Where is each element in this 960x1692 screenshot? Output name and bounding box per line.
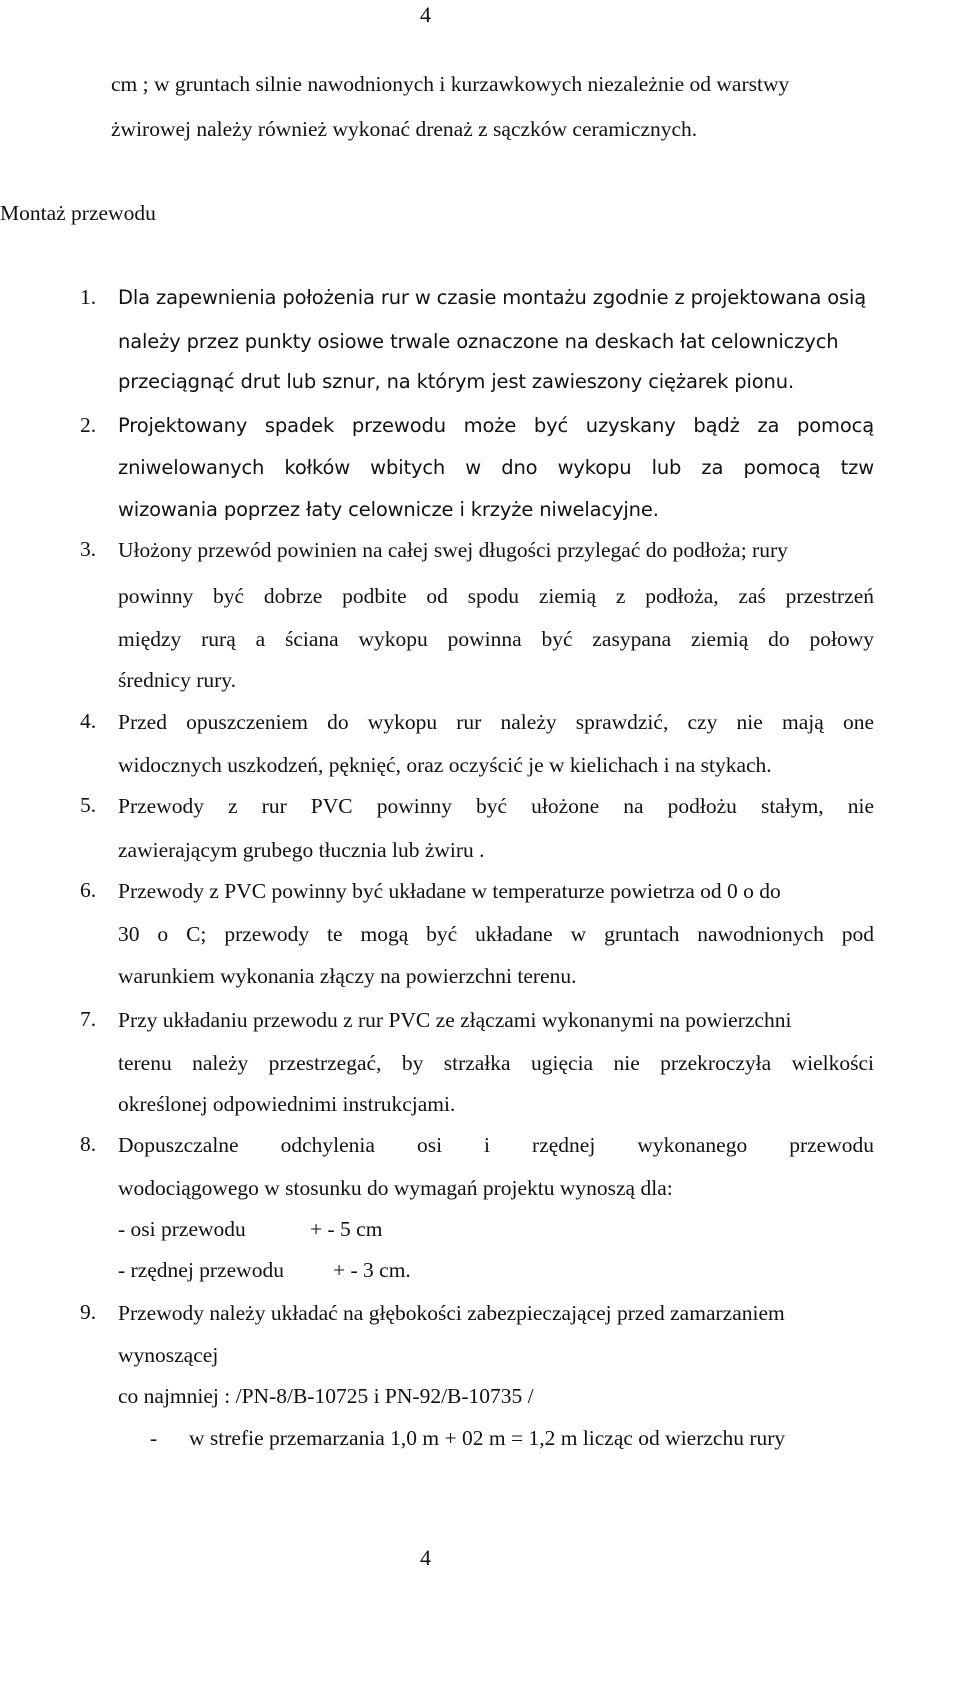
intro-line-1: cm ; w gruntach silnie nawodnionych i kurzawkowych niezależnie od warstwy	[111, 72, 790, 96]
item-6-line-2: 30 o C; przewody te mogą być układane w gruntach nawodnionych pod	[118, 922, 874, 946]
item-1-line-2: należy przez punkty osiowe trwale oznaczone na deskach łat celowniczych	[118, 330, 839, 353]
item-9-zone-text: w strefie przemarzania 1,0 m + 02 m = 1,2 m licząc od wierzchu rury	[189, 1426, 786, 1450]
item-9-line-3: co najmniej : /PN-8/B-10725 i PN-92/B-10735 /	[118, 1384, 534, 1408]
item-2-line-1: Projektowany spadek przewodu może być uzyskany bądż za pomocą	[118, 414, 874, 437]
item-8-line-1: Dopuszczalne odchylenia osi i rzędnej wykonanego przewodu	[118, 1133, 874, 1157]
item-3-line-4: średnicy rury.	[118, 668, 237, 692]
item-7-line-3: określonej odpowiednimi instrukcjami.	[118, 1092, 456, 1116]
intro-line-2: żwirowej należy również wykonać drenaż z sączków ceramicznych.	[111, 117, 698, 141]
item-7-line-2: terenu należy przestrzegać, by strzałka ugięcia nie przekroczyła wielkości	[118, 1051, 874, 1075]
item-5-line-2: zawierającym grubego tłucznia lub żwiru .	[118, 838, 485, 862]
item-9-line-1: Przewody należy układać na głębokości zabezpieczającej przed zamarzaniem	[118, 1301, 785, 1325]
item-3-line-3: między rurą a ściana wykopu powinna być zasypana ziemią do połowy	[118, 627, 874, 651]
tolerance-level-value: + - 3 cm.	[333, 1258, 411, 1282]
item-4-line-2: widocznych uszkodzeń, pęknięć, oraz oczyścić je w kielichach i na stykach.	[118, 753, 772, 777]
item-7-line-1: Przy układaniu przewodu z rur PVC ze złączami wykonanymi na powierzchni	[118, 1008, 792, 1032]
item-9-zone-dash: -	[150, 1426, 158, 1450]
item-8-number: 8.	[80, 1132, 97, 1156]
item-4-number: 4.	[80, 709, 97, 733]
item-1-line-1: Dla zapewnienia położenia rur w czasie montażu zgodnie z projektowana osią	[118, 286, 867, 309]
tolerance-axis-value: + - 5 cm	[310, 1217, 383, 1241]
section-title: Montaż przewodu	[0, 201, 156, 225]
item-5-number: 5.	[80, 793, 97, 817]
page-number-bottom: 4	[420, 1545, 431, 1570]
item-9-number: 9.	[80, 1300, 97, 1324]
item-2-line-3: wizowania poprzez łaty celownicze i krzyże niwelacyjne.	[118, 498, 659, 521]
item-9-line-2: wynoszącej	[118, 1343, 219, 1367]
item-7-number: 7.	[80, 1007, 97, 1031]
tolerance-axis-label: - osi przewodu	[118, 1217, 246, 1241]
item-6-line-1: Przewody z PVC powinny być układane w temperaturze powietrza od 0 o do	[118, 879, 781, 903]
item-3-number: 3.	[80, 537, 97, 561]
item-2-number: 2.	[80, 413, 97, 437]
item-6-line-3: warunkiem wykonania złączy na powierzchni terenu.	[118, 964, 577, 988]
item-2-line-2: zniwelowanych kołków wbitych w dno wykopu lub za pomocą tzw	[118, 456, 874, 479]
tolerance-level-label: - rzędnej przewodu	[118, 1258, 284, 1282]
item-8-line-2: wodociągowego w stosunku do wymagań projektu wynoszą dla:	[118, 1176, 673, 1200]
item-6-number: 6.	[80, 878, 97, 902]
item-4-line-1: Przed opuszczeniem do wykopu rur należy sprawdzić, czy nie mają one	[118, 710, 874, 734]
item-5-line-1: Przewody z rur PVC powinny być ułożone na podłożu stałym, nie	[118, 794, 874, 818]
item-1-number: 1.	[80, 285, 97, 309]
page-number-top: 4	[420, 2, 431, 27]
item-3-line-2: powinny być dobrze podbite od spodu ziemią z podłoża, zaś przestrzeń	[118, 584, 874, 608]
item-1-line-3: przeciągnąć drut lub sznur, na którym jest zawieszony ciężarek pionu.	[118, 370, 795, 393]
item-3-line-1: Ułożony przewód powinien na całej swej długości przylegać do podłoża; rury	[118, 538, 788, 562]
